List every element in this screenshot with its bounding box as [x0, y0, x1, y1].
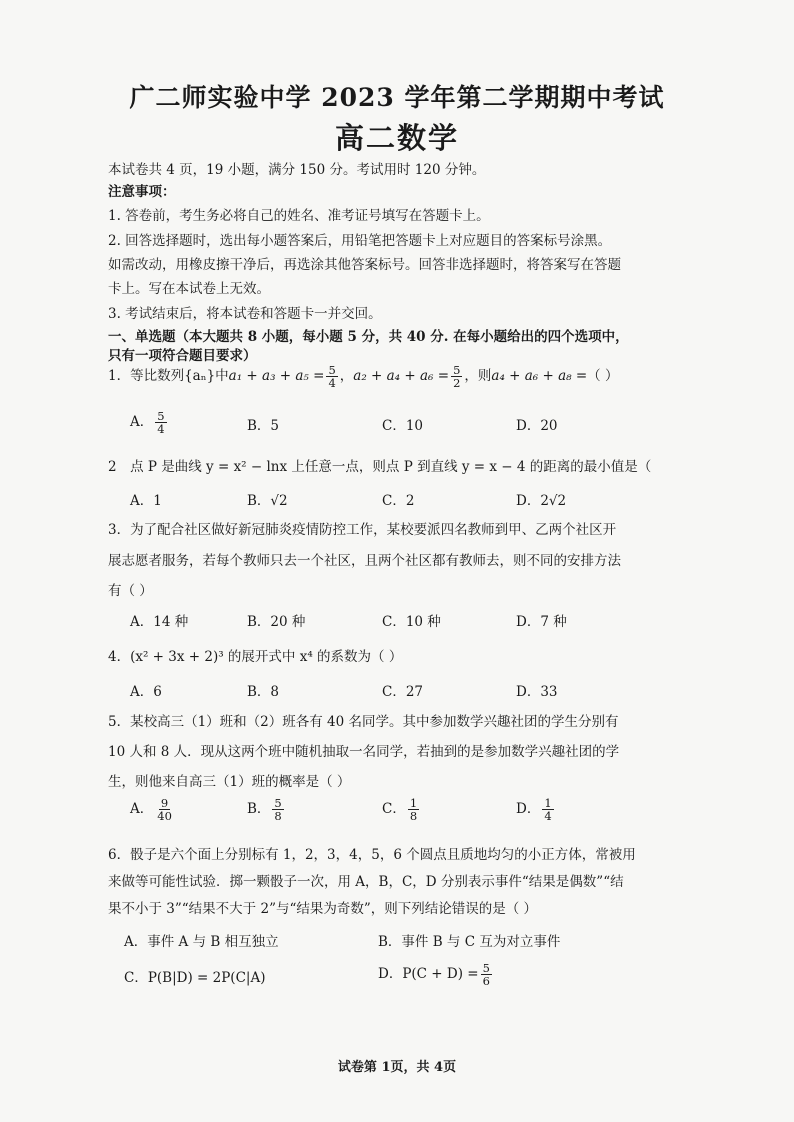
note-3: 3. 考试结束后，将本试卷和答题卡一并交回。 [108, 306, 382, 322]
q4-option-c: C．27 [382, 684, 424, 700]
question-3-line-3: 有（ ） [108, 583, 153, 599]
q5-option-c: C． $\frac{1}{8}$ [382, 796, 418, 824]
q5-option-b: B． $\frac{5}{8}$ [247, 796, 282, 824]
q6-option-d: D．P(C + D) = $\frac{5}{6}$ [378, 961, 490, 989]
exam-intro: 本试卷共 4 页，19 小题，满分 150 分。考试用时 120 分钟。 [108, 162, 486, 178]
q2-option-b: B．√2 [247, 493, 288, 509]
note-2-line-3: 卡上。写在本试卷上无效。 [108, 281, 270, 297]
q6-option-a: A．事件 A 与 B 相互独立 [124, 934, 279, 950]
question-6-line-1: 6．骰子是六个面上分别标有 1，2，3，4，5，6 个圆点且质地均匀的小正方体，常被用 [108, 847, 636, 863]
question-1: 1．等比数列{aₙ}中a₁ + a₃ + a₅ = $\frac{5}{4}$ ，a₂ + a₄ + a₆ = $\frac{5}{2}$ ，则a₄ + a₆ + a₈ =（ ） [108, 363, 619, 391]
q3-option-a: A．14 种 [130, 614, 189, 630]
page-footer: 试卷第 1页，共 4页 [337, 1060, 457, 1075]
section-heading-line-1: 一、单选题（本大题共 8 小题，每小题 5 分，共 40 分. 在每小题给出的四个选项中， [108, 329, 629, 345]
q1-option-d: D．20 [516, 418, 558, 434]
q1-fraction-2: $\frac{5}{2}$ [453, 363, 461, 391]
q3-option-c: C．10 种 [382, 614, 441, 630]
q2-option-d: D．2√2 [516, 493, 567, 509]
q1-option-b: B．5 [247, 418, 280, 434]
q2-option-a: A．1 [130, 493, 162, 509]
q4-option-b: B．8 [247, 684, 280, 700]
note-2-line-1: 2. 回答选择题时，选出每小题答案后，用铅笔把答题卡上对应题目的答案标号涂黑。 [108, 233, 612, 249]
note-2-line-2: 如需改动，用橡皮擦干净后，再选涂其他答案标号。回答非选择题时，将答案写在答题 [108, 257, 621, 273]
question-6-line-2: 来做等可能性试验．掷一颗骰子一次，用 A，B，C，D 分别表示事件“结果是偶数”“结 [108, 874, 624, 890]
note-1: 1. 答卷前，考生务必将自己的姓名、准考证号填写在答题卡上。 [108, 208, 490, 224]
q6-option-b: B．事件 B 与 C 互为对立事件 [378, 934, 561, 950]
question-5-line-1: 5．某校高三（1）班和（2）班各有 40 名同学。其中参加数学兴趣社团的学生分别有 [108, 714, 619, 730]
q5-option-d: D． $\frac{1}{4}$ [516, 796, 552, 824]
question-5-line-2: 10 人和 8 人．现从这两个班中随机抽取一名同学，若抽到的是参加数学兴趣社团的学 [108, 744, 620, 760]
q3-option-d: D．7 种 [516, 614, 567, 630]
question-3-line-1: 3．为了配合社区做好新冠肺炎疫情防控工作，某校要派四名教师到甲、乙两个社区开 [108, 522, 617, 538]
exam-subject: 高二数学 [334, 121, 459, 155]
question-4: 4．(x² + 3x + 2)³ 的展开式中 x⁴ 的系数为（ ） [108, 649, 403, 665]
q1-option-a: A． $\frac{5}{4}$ [130, 409, 165, 437]
q6-option-c: C．P(B|D) = 2P(C|A) [124, 970, 266, 986]
q3-option-b: B．20 种 [247, 614, 306, 630]
q1-option-c: C．10 [382, 418, 424, 434]
q2-option-c: C．2 [382, 493, 415, 509]
notes-heading: 注意事项： [108, 184, 176, 200]
section-heading-line-2: 只有一项符合题目要求） [108, 348, 257, 364]
question-6-line-3: 果不小于 3”“结果不大于 2”与“结果为奇数”，则下列结论错误的是（ ） [108, 901, 538, 917]
question-2: 2 点 P 是曲线 y = x² − lnx 上任意一点，则点 P 到直线 y = x − 4 的距离的最小值是（ [108, 459, 652, 475]
question-3-line-2: 展志愿者服务，若每个教师只去一个社区，且两个社区都有教师去，则不同的安排方法 [108, 553, 621, 569]
q4-option-d: D．33 [516, 684, 558, 700]
exam-title: 广二师实验中学 2023 学年第二学期期中考试 [129, 83, 665, 112]
q4-option-a: A．6 [130, 684, 162, 700]
q5-option-a: A． $\frac{9}{40}$ [130, 796, 172, 824]
question-5-line-3: 生，则他来自高三（1）班的概率是（ ） [108, 774, 351, 790]
q1-fraction-1: $\frac{5}{4}$ [328, 363, 336, 391]
